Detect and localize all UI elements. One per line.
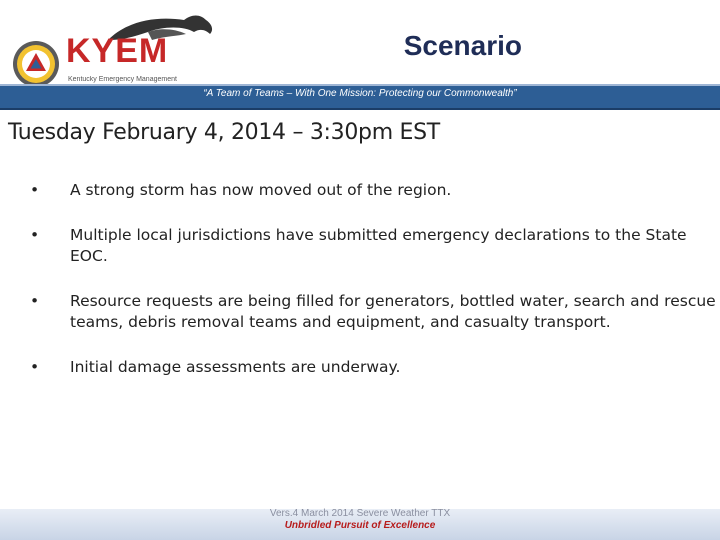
bullet-text: Multiple local jurisdictions have submitted emergency declarations to the State EOC. xyxy=(70,226,687,265)
kyem-seal-icon xyxy=(12,40,60,88)
bullet-dot: • xyxy=(30,358,40,376)
scenario-datetime: Tuesday February 4, 2014 – 3:30pm EST xyxy=(8,120,440,145)
bullet-dot: • xyxy=(30,292,40,310)
kyem-logo-subtext: Kentucky Emergency Management xyxy=(68,76,177,83)
bullet-item xyxy=(28,291,718,333)
bullet-dot: • xyxy=(30,181,40,199)
slide-header xyxy=(0,0,720,118)
tagline: “A Team of Teams – With One Mission: Protecting our Commonwealth” xyxy=(203,88,517,99)
bullet-list xyxy=(28,180,718,402)
footer-version: Vers.4 March 2014 Severe Weather TTX xyxy=(269,508,451,519)
bullet-text: A strong storm has now moved out of the region. xyxy=(70,181,452,199)
bullet-item xyxy=(28,180,718,201)
bullet-item xyxy=(28,225,718,267)
bullet-text: Initial damage assessments are underway. xyxy=(70,358,401,376)
bullet-item xyxy=(28,357,718,378)
bullet-dot: • xyxy=(30,226,40,244)
kyem-logo-text: KYEM xyxy=(66,32,169,70)
slide-title: Scenario xyxy=(403,30,522,61)
bullet-text: Resource requests are being filled for generators, bottled water, search and rescue teams, debris removal teams and equipment, and casualty transport. xyxy=(70,292,716,331)
footer-motto: Unbridled Pursuit of Excellence xyxy=(284,520,436,531)
